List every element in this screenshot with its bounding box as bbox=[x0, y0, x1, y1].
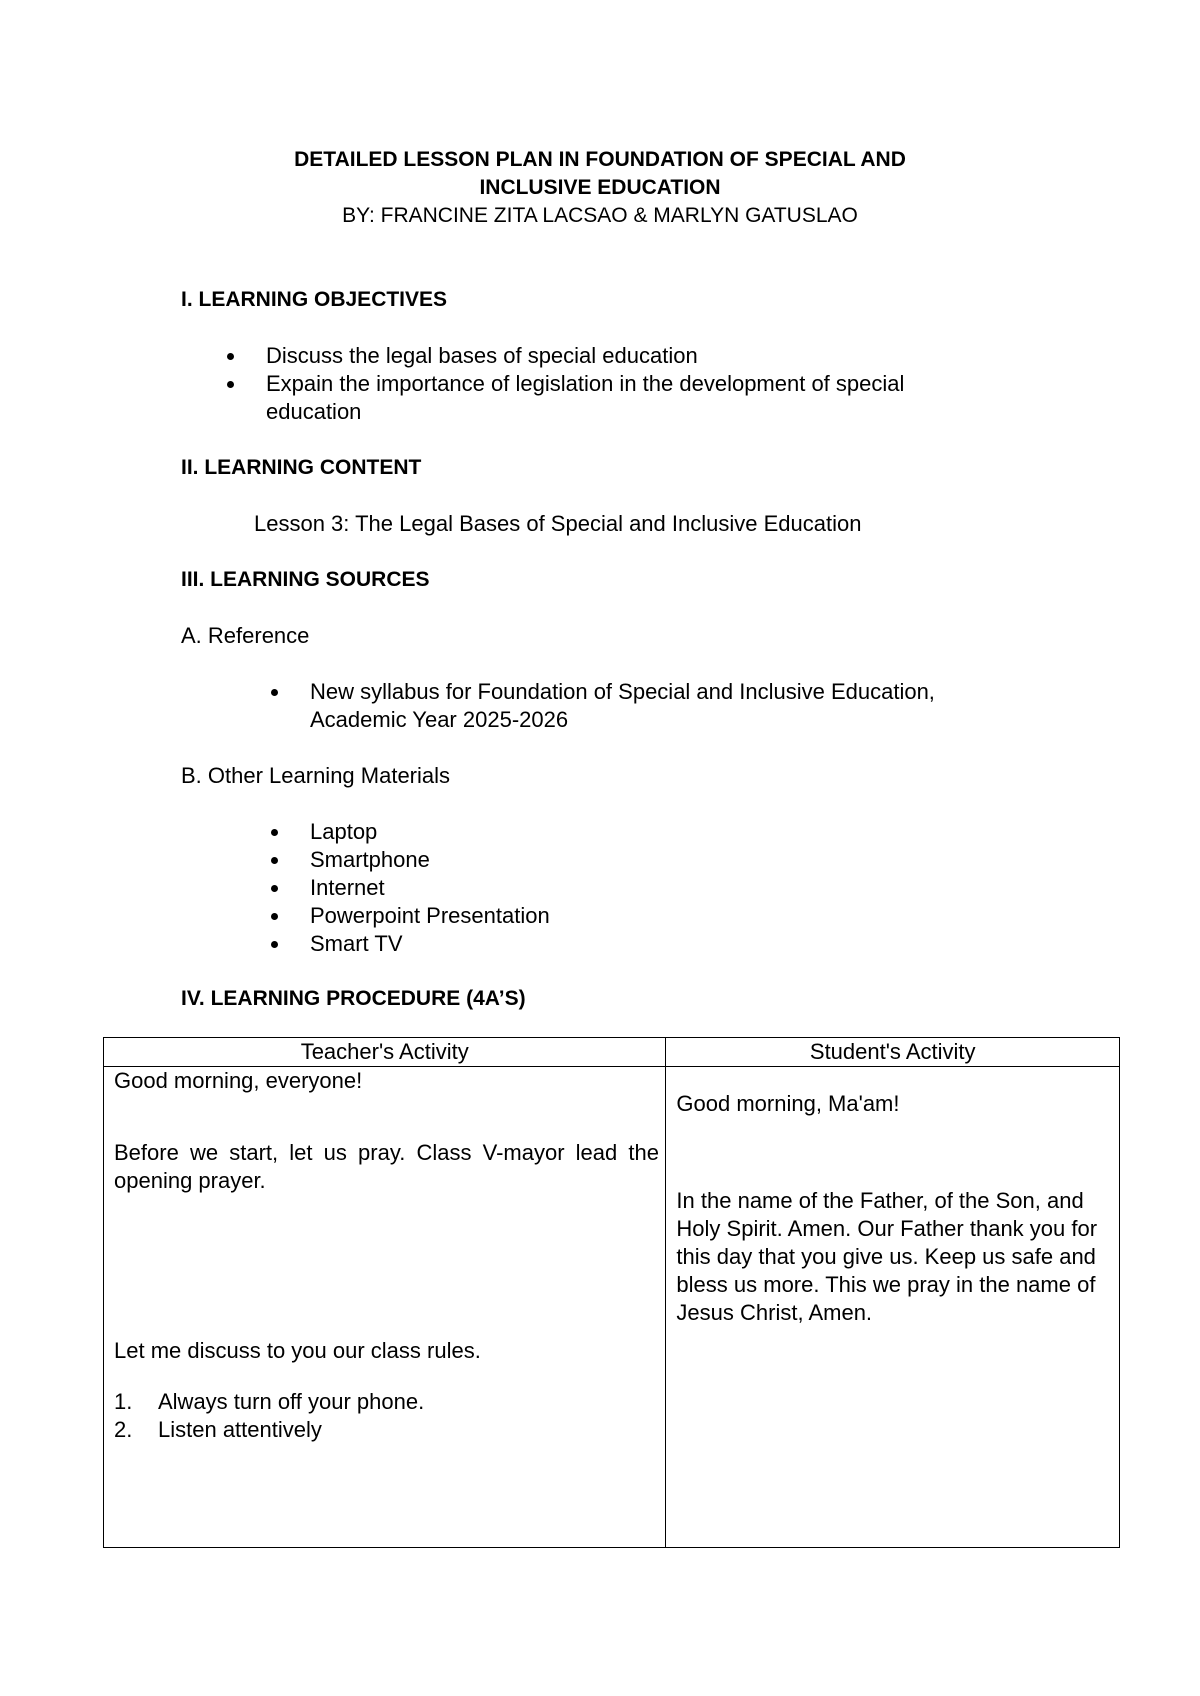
list-number: 1. bbox=[114, 1389, 133, 1414]
list-item bbox=[268, 902, 550, 930]
teacher-prayer-instruction: Before we start, let us pray. Class V-mayor lead the opening prayer. bbox=[114, 1140, 659, 1193]
list-item bbox=[225, 342, 904, 370]
list-item-text: Laptop bbox=[310, 819, 378, 844]
bullet-icon bbox=[227, 353, 234, 360]
bullet-icon bbox=[271, 941, 278, 948]
lesson-title: Lesson 3: The Legal Bases of Special and Inclusive Education bbox=[254, 511, 862, 536]
document-byline: BY: FRANCINE ZITA LACSAO & MARLYN GATUSLAO bbox=[342, 204, 858, 227]
procedure-table bbox=[103, 1037, 1120, 1548]
student-activity-header: Student's Activity bbox=[666, 1038, 1120, 1067]
list-item bbox=[268, 874, 550, 902]
list-item bbox=[225, 370, 904, 398]
reference-label: A. Reference bbox=[181, 623, 310, 648]
list-item-text: Academic Year 2025-2026 bbox=[310, 707, 569, 732]
objectives-heading: I. LEARNING OBJECTIVES bbox=[181, 288, 448, 311]
bullet-icon bbox=[227, 381, 234, 388]
list-item-text: Powerpoint Presentation bbox=[310, 903, 550, 928]
teacher-greeting: Good morning, everyone! bbox=[114, 1068, 363, 1093]
materials-list bbox=[268, 818, 550, 958]
table-header-row bbox=[104, 1038, 1120, 1067]
teacher-activity-cell bbox=[104, 1067, 666, 1548]
list-item-text: Smartphone bbox=[310, 847, 430, 872]
list-item bbox=[268, 846, 550, 874]
materials-label: B. Other Learning Materials bbox=[181, 763, 451, 788]
procedure-heading: IV. LEARNING PROCEDURE (4A’S) bbox=[181, 987, 526, 1010]
content-heading: II. LEARNING CONTENT bbox=[181, 456, 422, 479]
student-greeting: Good morning, Ma'am! bbox=[676, 1091, 900, 1116]
document-title-line-2: INCLUSIVE EDUCATION bbox=[479, 176, 721, 199]
list-item bbox=[114, 1388, 424, 1416]
bullet-icon bbox=[271, 689, 278, 696]
list-item-text: Internet bbox=[310, 875, 385, 900]
list-item-text: education bbox=[266, 399, 362, 424]
student-activity-cell bbox=[666, 1067, 1120, 1548]
list-item-text: New syllabus for Foundation of Special and Inclusive Education, bbox=[310, 679, 935, 704]
sources-heading: III. LEARNING SOURCES bbox=[181, 568, 430, 591]
list-number: 2. bbox=[114, 1417, 133, 1442]
bullet-icon bbox=[271, 913, 278, 920]
list-item-text: Smart TV bbox=[310, 931, 403, 956]
teacher-rules-intro: Let me discuss to you our class rules. bbox=[114, 1338, 481, 1363]
list-item-text: Expain the importance of legislation in the development of special bbox=[266, 371, 905, 396]
list-item bbox=[268, 678, 935, 706]
document-title-line-1: DETAILED LESSON PLAN IN FOUNDATION OF SPECIAL AND bbox=[294, 148, 906, 171]
reference-list bbox=[268, 678, 935, 734]
bullet-icon bbox=[271, 857, 278, 864]
list-item-continuation bbox=[268, 706, 935, 734]
student-prayer: In the name of the Father, of the Son, and Holy Spirit. Amen. Our Father thank you for this day that you give us. Keep us safe and bless us more. This we pray in the name of Jesus Christ, Amen. bbox=[676, 1188, 1098, 1325]
list-item bbox=[114, 1416, 424, 1444]
bullet-icon bbox=[271, 885, 278, 892]
list-item bbox=[268, 818, 550, 846]
list-item bbox=[268, 930, 550, 958]
class-rules-list bbox=[114, 1388, 424, 1444]
table-row bbox=[104, 1067, 1120, 1548]
list-item-text: Discuss the legal bases of special education bbox=[266, 343, 698, 368]
objectives-list bbox=[225, 342, 904, 426]
bullet-icon bbox=[271, 829, 278, 836]
list-item-continuation bbox=[225, 398, 904, 426]
list-item-text: Listen attentively bbox=[158, 1417, 322, 1442]
teacher-activity-header: Teacher's Activity bbox=[104, 1038, 666, 1067]
list-item-text: Always turn off your phone. bbox=[158, 1389, 425, 1414]
